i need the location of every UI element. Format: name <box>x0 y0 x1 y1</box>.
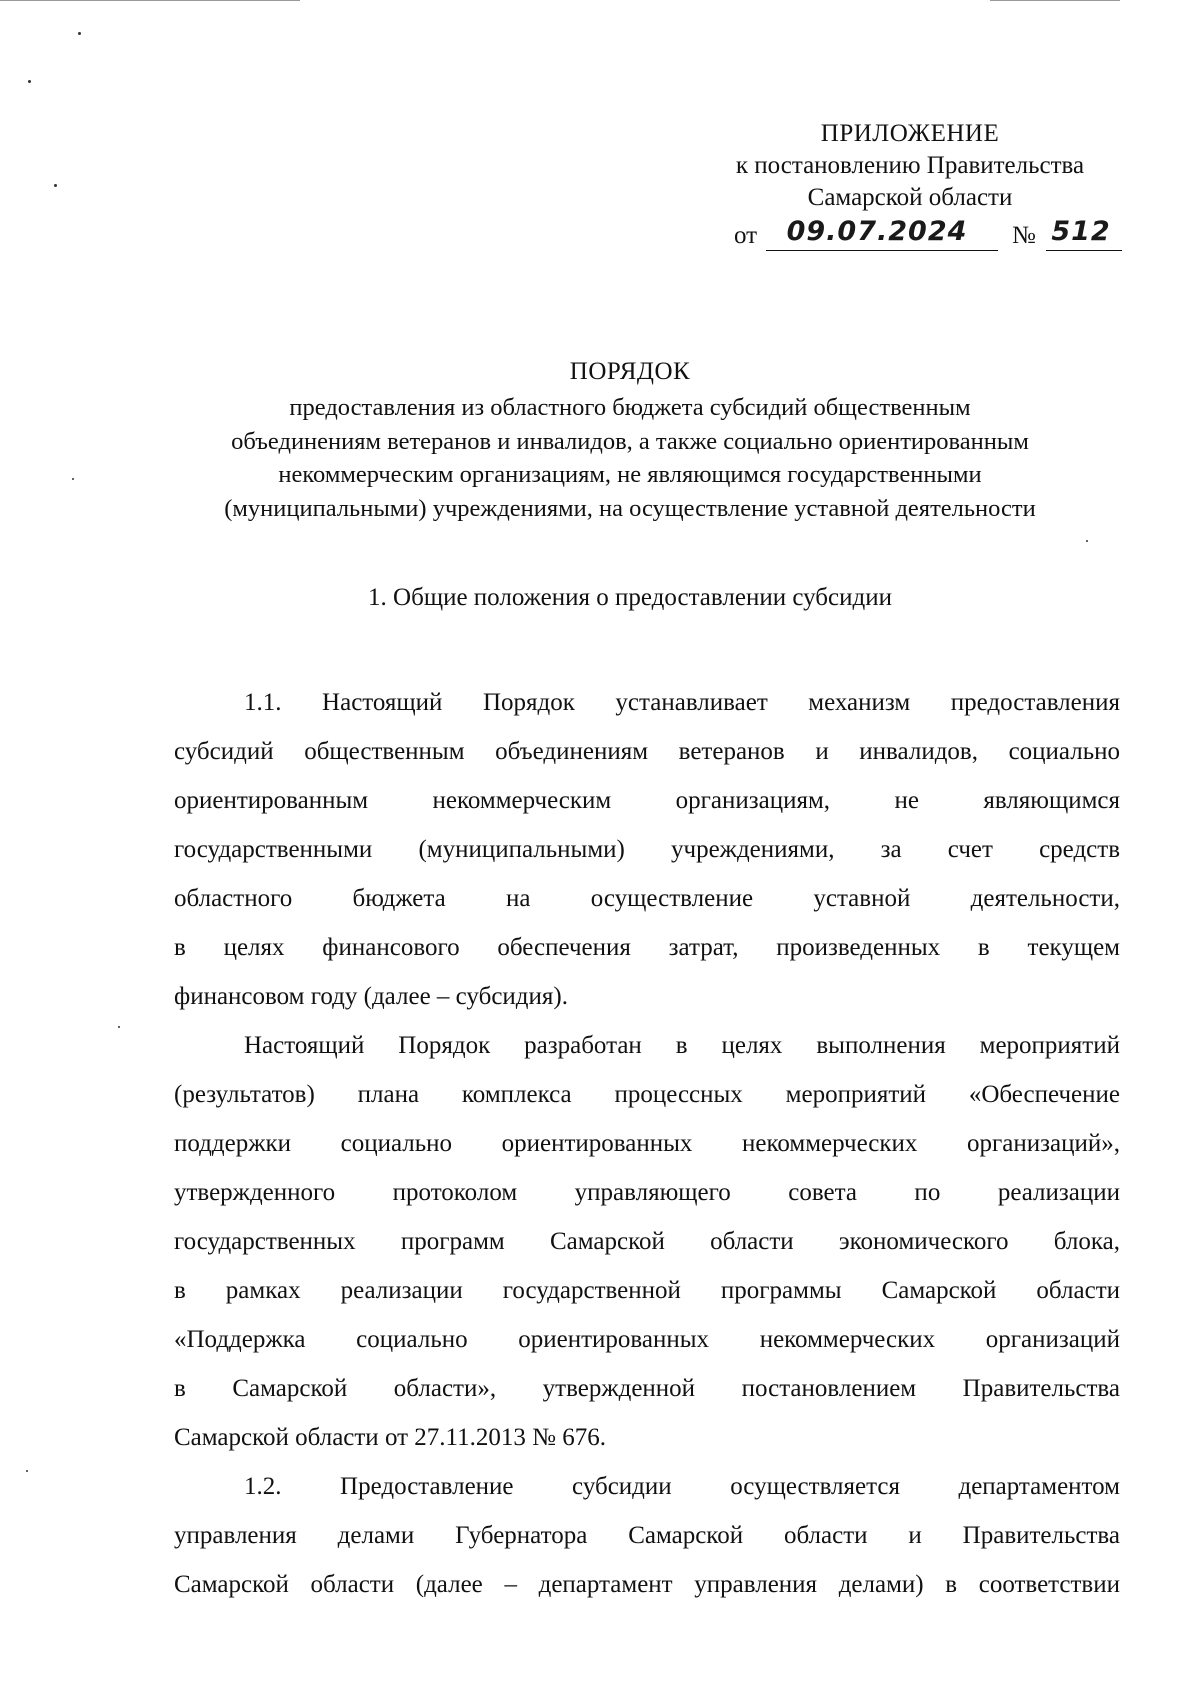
scan-edge-line-left <box>0 0 300 1</box>
paragraph-1-1 <box>174 678 1120 1021</box>
body-line: финансовом году (далее – субсидия). <box>174 983 568 1010</box>
document-title <box>150 355 1110 525</box>
body-line: Самарской области (далее – департамент управления делами) в соответствии <box>174 1571 1120 1598</box>
number-sign: № <box>1012 222 1036 249</box>
section-heading: 1. Общие положения о предоставлении субсидии <box>368 584 892 611</box>
paragraph-1-2 <box>174 1462 1120 1609</box>
body-line: (результатов) плана комплекса процессных мероприятий «Обеспечение <box>174 1081 1120 1108</box>
body-line: «Поддержка социально ориентированных некоммерческих организаций <box>174 1326 1120 1353</box>
number-underline <box>1046 250 1122 251</box>
paragraph-program <box>174 1021 1120 1462</box>
scan-speck <box>54 184 57 187</box>
body-line: ориентированным некоммерческим организациям, не являющимся <box>174 787 1120 814</box>
body-line: Настоящий Порядок разработан в целях выполнения мероприятий <box>244 1032 1120 1059</box>
appendix-line-resolution: к постановлению Правительства <box>735 152 1085 179</box>
body-line: утвержденного протоколом управляющего совета по реализации <box>174 1179 1120 1206</box>
appendix-block <box>700 118 1120 214</box>
document-title-line: объединениям ветеранов и инвалидов, а также социально ориентированным <box>231 427 1029 455</box>
scan-speck <box>1086 540 1088 542</box>
scan-edge-line-right <box>990 0 1120 1</box>
document-title-line: некоммерческим организациям, не являющимся государственными <box>278 461 982 488</box>
scan-speck <box>78 32 81 35</box>
appendix-date-number-line <box>734 218 1124 254</box>
handwritten-number: 512 <box>1051 216 1111 247</box>
body-line: 1.2. Предоставление субсидии осуществляется департаментом <box>244 1473 1120 1500</box>
document-title-line: (муниципальными) учреждениями, на осуществление уставной деятельности <box>224 494 1036 522</box>
body-line: областного бюджета на осуществление уставной деятельности, <box>174 885 1120 912</box>
document-title-line: предоставления из областного бюджета субсидий общественным <box>289 394 971 421</box>
document-title-main: ПОРЯДОК <box>569 358 691 385</box>
body-line: Самарской области от 27.11.2013 № 676. <box>174 1424 606 1451</box>
body-line: государственных программ Самарской области экономического блока, <box>174 1228 1120 1255</box>
scan-speck <box>26 1470 28 1472</box>
body-line: в рамках реализации государственной программы Самарской области <box>174 1277 1120 1304</box>
appendix-title: ПРИЛОЖЕНИЕ <box>820 120 1000 147</box>
appendix-line-region: Самарской области <box>807 184 1013 211</box>
body-line: поддержки социально ориентированных некоммерческих организаций», <box>174 1130 1120 1157</box>
scan-speck <box>118 1026 120 1028</box>
body-line: управления делами Губернатора Самарской области и Правительства <box>174 1522 1120 1549</box>
scan-speck <box>72 478 74 480</box>
scan-speck <box>28 80 31 83</box>
body-line: государственными (муниципальными) учреждениями, за счет средств <box>174 836 1120 863</box>
handwritten-date: 09.07.2024 <box>786 216 968 247</box>
body-line: 1.1. Настоящий Порядок устанавливает механизм предоставления <box>244 689 1120 716</box>
body-line: субсидий общественным объединениям ветеранов и инвалидов, социально <box>174 738 1120 765</box>
date-underline <box>766 250 998 251</box>
body-line: в целях финансового обеспечения затрат, произведенных в текущем <box>174 934 1120 961</box>
body-line: в Самарской области», утвержденной постановлением Правительства <box>174 1375 1120 1402</box>
document-body <box>174 678 1120 1609</box>
date-prefix: от <box>734 222 758 249</box>
